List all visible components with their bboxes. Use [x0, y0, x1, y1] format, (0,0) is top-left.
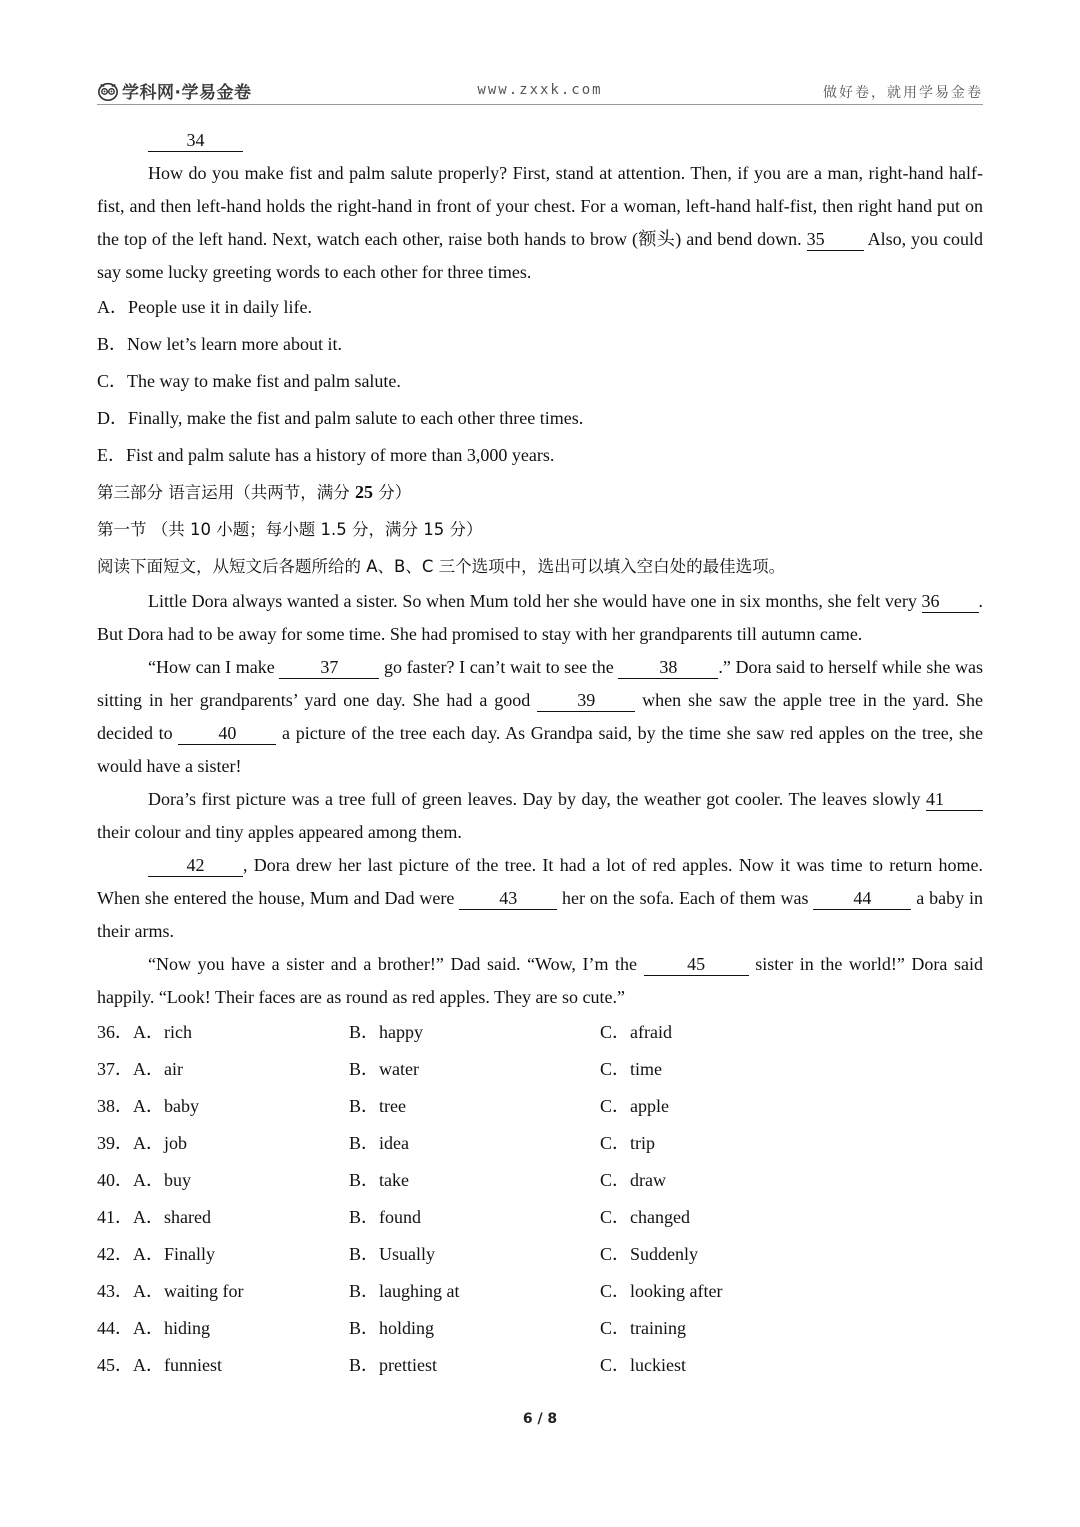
section-subtitle: 第一节 （共 10 小题；每小题 1.5 分，满分 15 分） [97, 520, 483, 539]
page-number: 6 / 8 [522, 1411, 558, 1427]
question-number: 40． [97, 1170, 133, 1190]
question-option-b: B．idea [349, 1133, 409, 1153]
question-option-b: B．tree [349, 1096, 406, 1116]
question-option-a [97, 1125, 349, 1162]
site-url: www.zxxk.com [477, 82, 603, 98]
question-option-a [97, 1051, 349, 1088]
question-row [97, 1236, 983, 1273]
question-option-c: C．looking after [600, 1281, 723, 1301]
option-b: B．Now let’s learn more about it. [97, 334, 342, 354]
section-title [97, 474, 983, 511]
paragraph-text: “Now you have a sister and a brother!” Dad said. “Wow, I’m the [148, 954, 644, 974]
question-number: 45． [97, 1355, 133, 1375]
paragraph-dora-5 [97, 948, 983, 1014]
question-number: 43． [97, 1281, 133, 1301]
question-option-a [97, 1347, 349, 1384]
blank-39: 39 [537, 689, 635, 712]
blank-36: 36 [922, 590, 979, 613]
question-option-c: C．changed [600, 1207, 690, 1227]
question-option-c: C．training [600, 1318, 686, 1338]
question-number: 41． [97, 1207, 133, 1227]
paragraph-dora-3 [97, 783, 983, 849]
paragraph-text: a baby in their arms. [97, 888, 984, 941]
section-score: 25 [355, 482, 373, 502]
question-option-c: C．draw [600, 1170, 666, 1190]
option-a: A．People use it in daily life. [97, 297, 312, 317]
option-a-text: A．job [133, 1133, 187, 1153]
question-row [97, 1051, 983, 1088]
question-option-b: B．holding [349, 1318, 435, 1338]
section-title-text: 分） [373, 483, 412, 502]
question-row [97, 1199, 983, 1236]
blank-43: 43 [459, 887, 557, 910]
question-option-b: B．laughing at [349, 1281, 460, 1301]
blank-41: 41 [926, 788, 983, 811]
paragraph-text: . But Dora had to be away for some time. She had promised to stay with her grandparents till autumn came. [97, 591, 983, 644]
blank-34: 34 [148, 129, 243, 152]
option-e: E．Fist and palm salute has a history of more than 3,000 years. [97, 445, 555, 465]
option-a-text: A．shared [133, 1207, 211, 1227]
question-number: 37． [97, 1059, 133, 1079]
question-option-a [97, 1162, 349, 1199]
blank-40: 40 [178, 722, 276, 745]
paragraph-text: How do you make fist and palm salute properly? First, stand at attention. Then, if you are a man, right-hand half-fist, and then left-hand holds the right-hand in front of your chest. For a woman, left-hand half-fist, then right hand put on the top of the left hand. Next, watch each other, raise both hands to brow (额头) and bend down. [97, 163, 983, 249]
question-option-a [97, 1273, 349, 1310]
question-row [97, 1310, 983, 1347]
option-a-text: A．air [133, 1059, 183, 1079]
question-option-b: B．take [349, 1170, 409, 1190]
question-list [97, 1014, 983, 1384]
question-number: 44． [97, 1318, 133, 1338]
option-a-text: A．rich [133, 1022, 192, 1042]
question-option-c: C．afraid [600, 1022, 672, 1042]
paragraph-dora-1 [97, 585, 983, 651]
question-row [97, 1273, 983, 1310]
question-option-b: B．happy [349, 1022, 423, 1042]
option-a-text: A．buy [133, 1170, 191, 1190]
question-option-c: C．trip [600, 1133, 656, 1153]
logo-text: 学科网·学易金卷 [122, 83, 252, 103]
question-option-a [97, 1236, 349, 1273]
paragraph-text: , Dora drew her last picture of the tree. It had a lot of red apples. Now it was time to return home. When she entered the house, Mum and Dad were [97, 855, 983, 908]
question-option-a [97, 1199, 349, 1236]
question-number: 42． [97, 1244, 133, 1264]
paragraph-text: go faster? I can’t wait to see the [379, 657, 619, 677]
paragraph-dora-4 [97, 849, 983, 948]
paragraph-text: when she saw the apple tree in the yard. She decided to [97, 690, 983, 743]
question-row [97, 1125, 983, 1162]
question-option-c: C．Suddenly [600, 1244, 699, 1264]
question-row [97, 1014, 983, 1051]
paragraph-text: their colour and tiny apples appeared among them. [97, 822, 462, 842]
paragraph-salute [97, 157, 983, 289]
question-option-a [97, 1014, 349, 1051]
question-option-c: C．luckiest [600, 1355, 686, 1375]
paragraph-text: Little Dora always wanted a sister. So when Mum told her she would have one in six months, she felt very [148, 591, 922, 611]
section-title-text: 第三部分 语言运用（共两节，满分 [97, 483, 355, 502]
option-d: D．Finally, make the fist and palm salute to each other three times. [97, 408, 584, 428]
question-number: 36． [97, 1022, 133, 1042]
paragraph-dora-2 [97, 651, 983, 783]
blank-42: 42 [148, 854, 243, 877]
blank-34-line [97, 124, 983, 157]
paragraph-text: her on the sofa. Each of them was [557, 888, 814, 908]
paragraph-text: sister in the world!” Dora said happily. “Look! Their faces are as round as red apples. They are so cute.” [97, 954, 983, 1007]
question-row [97, 1088, 983, 1125]
option-a-text: A．funniest [133, 1355, 222, 1375]
question-option-b: B．water [349, 1059, 419, 1079]
question-option-c: C．apple [600, 1096, 669, 1116]
question-row [97, 1347, 983, 1384]
option-a-text: A．Finally [133, 1244, 216, 1264]
blank-44: 44 [813, 887, 911, 910]
option-a-text: A．waiting for [133, 1281, 244, 1301]
paragraph-text: Dora’s first picture was a tree full of green leaves. Day by day, the weather got cooler. The leaves slowly [148, 789, 926, 809]
question-option-a [97, 1310, 349, 1347]
question-option-c: C．time [600, 1059, 662, 1079]
blank-38: 38 [618, 656, 718, 679]
question-option-b: B．Usually [349, 1244, 436, 1264]
paragraph-text: .” Dora said to herself while she was sitting in her grandparents’ yard one day. She had a good [97, 657, 983, 710]
option-c: C．The way to make fist and palm salute. [97, 371, 401, 391]
header-slogan: 做好卷，就用学易金卷 [823, 85, 983, 101]
page-content [97, 124, 983, 1384]
question-option-b: B．prettiest [349, 1355, 437, 1375]
question-row [97, 1162, 983, 1199]
section-instruction: 阅读下面短文，从短文后各题所给的 A、B、C 三个选项中，选出可以填入空白处的最佳选项。 [97, 557, 786, 576]
option-a-text: A．baby [133, 1096, 199, 1116]
blank-35: 35 [807, 228, 864, 251]
question-option-a [97, 1088, 349, 1125]
question-option-b: B．found [349, 1207, 421, 1227]
blank-37: 37 [279, 656, 379, 679]
question-number: 38． [97, 1096, 133, 1116]
paragraph-text: “How can I make [148, 657, 280, 677]
paragraph-text: Also, you could say some lucky greeting words to each other for three times. [97, 229, 983, 282]
blank-45: 45 [644, 953, 749, 976]
question-number: 39． [97, 1133, 133, 1153]
option-a-text: A．hiding [133, 1318, 211, 1338]
page-header [97, 76, 983, 105]
paragraph-text: a picture of the tree each day. As Grandpa said, by the time she saw red apples on the tree, she would have a sister! [97, 723, 983, 776]
